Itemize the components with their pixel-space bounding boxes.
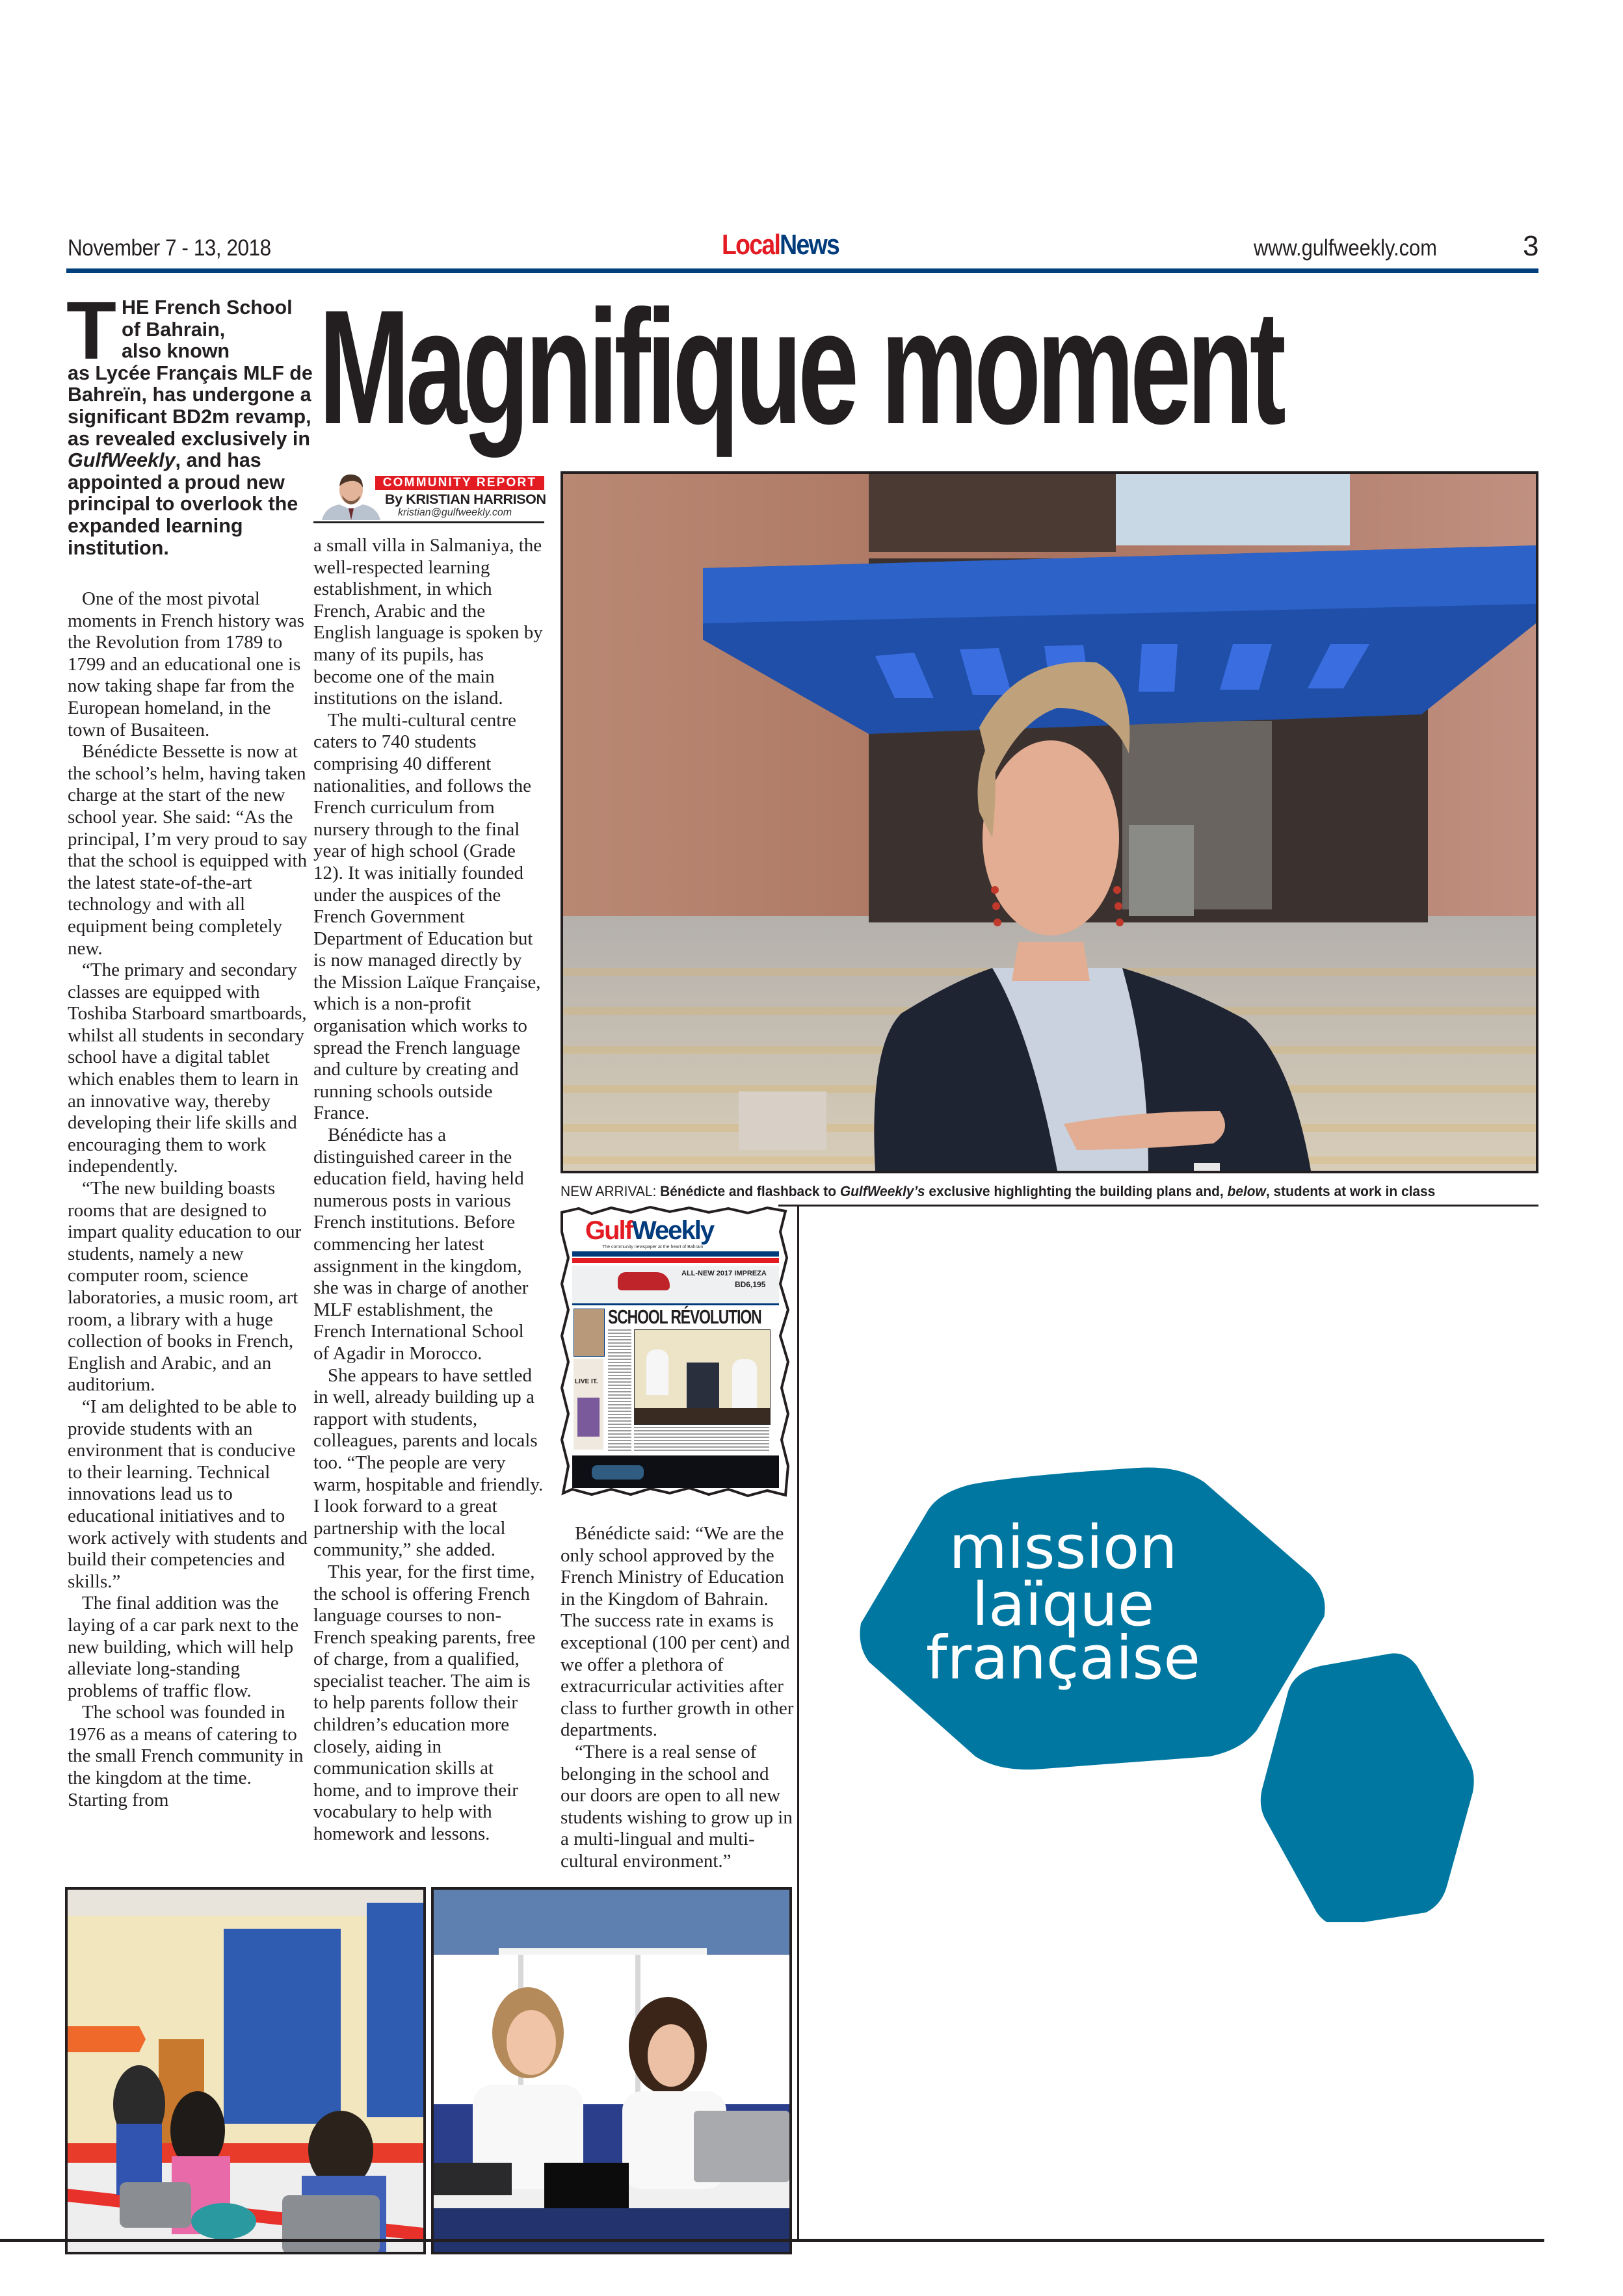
caption-publication: GulfWeekly’s <box>839 1183 925 1199</box>
paragraph: “There is a real sense of belonging in the school and our doors are open to all new students wishing to grow up in a multi-lingual and multi-cultural environment.” <box>561 1741 793 1872</box>
paragraph: Bénédicte has a distinguished career in the education field, having held numerous posts in various French institutions. Before commencing her latest assignment in the kingdom, she was in charge of another MLF establishment, the French International School of Agadir in Morocco. <box>313 1125 529 1364</box>
caption-text: Bénédicte and flashback to <box>660 1183 840 1199</box>
gw-text-block <box>634 1427 769 1452</box>
paragraph: One of the most pivotal moments in French history was the Revolution from 1789 to 1799 and an educational one is now taking shape far from the European homeland, in the town of Busaiteen. <box>68 588 305 740</box>
section-title <box>722 229 839 261</box>
logo-text-line-3: française <box>926 1623 1200 1693</box>
logo-text-line-2: laïque <box>971 1570 1155 1639</box>
gw-headline: SCHOOL RÉVOLUTION <box>608 1305 761 1328</box>
paragraph: Bénédicte Bessette is now at the school’s helm, having taken charge at the start of the new school year. She said: “As the principal, I’m very proud to say that the school is equipped with the latest state-of-the-art technology and with all equipment being completely new. <box>68 741 308 959</box>
article-column-3 <box>561 1523 795 1873</box>
header-rule <box>66 268 1538 273</box>
article-column-2 <box>313 535 544 1846</box>
paragraph: “I am delighted to be able to provide students with an environment that is conducive to their learning. Technical innovations lead us to educational initiatives and to work actively with students and build their competencies and skills.” <box>68 1396 308 1592</box>
photo-figure <box>646 1350 668 1395</box>
caption-below: below <box>1227 1183 1266 1199</box>
paragraph: “The primary and secondary classes are equipped with Toshiba Starboard smartboards, whilst all students in secondary school have a digital tablet which enables them to learn in an innovative way, thereby developing their life skills and encouraging them to work independently. <box>68 959 307 1177</box>
paragraph: “The new building boasts rooms that are designed to impart quality education to our students, namely a new computer room, science laboratories, a music room, art room, a library with a huge collection of books in French, English and Arabic, and an auditorium. <box>68 1178 302 1396</box>
gw-masthead-gulf: Gulf <box>585 1216 632 1245</box>
article-headline: Magnifique moment <box>319 276 1282 458</box>
gw-masthead-weekly: Weekly <box>631 1216 714 1245</box>
classroom-photo-left <box>65 1887 426 2254</box>
paragraph: a small villa in Salmaniya, the well-respected learning establishment, in which French, Arabic and the English language is spoken by many of its pupils, has become one of the main institutions on the island. <box>313 535 543 709</box>
intro-text: as Lycée Français MLF de Bahreïn, has undergone a significant BD2m revamp, as revealed exclusively in <box>68 361 313 450</box>
footer-rule <box>0 2239 1544 2242</box>
gw-side-ad-text: LIVE IT. <box>575 1378 598 1385</box>
gw-bar-red <box>572 1258 779 1263</box>
classroom-photo-right-image <box>434 1890 789 2252</box>
paragraph: She appears to have settled in well, already building up a rapport with students, colleagues, parents and locals too. “The people are very warm, hospitable and friendly. I look forward to a great partnership with the local community,” she added. <box>313 1364 544 1561</box>
ad-model: ALL-NEW 2017 IMPREZA <box>681 1270 767 1277</box>
report-type-badge: COMMUNITY REPORT <box>375 476 544 490</box>
caption-text-3: , students at work in class <box>1265 1183 1436 1199</box>
box-rule-top <box>778 1205 1538 1207</box>
section-title-local: Local <box>722 229 780 261</box>
site-url[interactable]: www.gulfweekly.com <box>1254 235 1437 261</box>
intro-line-1: HE French School <box>121 296 293 319</box>
photo-figure <box>732 1359 757 1411</box>
article-column-1 <box>68 588 308 1811</box>
gw-tagline: The community newspaper at the heart of Bahrain <box>602 1245 704 1249</box>
ad-price: BD6,195 <box>735 1280 766 1289</box>
gw-car-ad <box>572 1266 779 1305</box>
photo-table <box>635 1408 770 1424</box>
gw-side-ad-art <box>577 1398 600 1437</box>
car-image <box>618 1272 670 1290</box>
gw-text-column <box>608 1329 631 1453</box>
author-photo <box>319 469 384 520</box>
paragraph: This year, for the first time, the school is offering French language courses to non-French speaking parents, free of charge, from a qualified, specialist teacher. The aim is to help parents follow their children’s education more closely, aiding in communication skills at home, and to improve their vocabulary to help with homework and lessons. <box>313 1561 536 1845</box>
box-rule-left <box>797 1205 799 2239</box>
byline <box>313 469 544 523</box>
paragraph: The multi-cultural centre caters to 740 students comprising 40 different nationalities, and follows the French curriculum from nursery through to the final year of high school (Grade 12). It was initially founded under the auspices of the French Government Department of Education but is now managed directly by the Mission Laïque Française, which is a non-profit organisation which works to spread the French language and culture by creating and running schools outside France. <box>313 709 541 1124</box>
gw-bar-blue <box>572 1251 779 1257</box>
intro-line-3: also known <box>121 340 230 363</box>
issue-date: November 7 - 13, 2018 <box>68 235 271 261</box>
gw-masthead <box>585 1218 713 1244</box>
gw-side-ad <box>574 1359 603 1450</box>
principal-photo <box>561 471 1538 1173</box>
intro-text-end: , and has appointed a proud new principal to overlook the expanded learning institution. <box>68 449 298 559</box>
principal-photo-image <box>563 474 1536 1171</box>
intro-line-2: of Bahrain, <box>121 318 226 341</box>
paragraph: The school was founded in 1976 as a means of catering to the small French community in the kingdom at the time. Starting from <box>68 1702 304 1810</box>
ad-car-blue <box>592 1465 644 1480</box>
paragraph: Bénédicte said: “We are the only school approved by the French Ministry of Education in the Kingdom of Bahrain. The success rate in exams is exceptional (100 per cent) and we offer a plethora of extracurricular activities after class to further growth in other departments. <box>561 1523 794 1741</box>
intro-publication-name: GulfWeekly <box>68 449 176 472</box>
gw-front-photo <box>634 1329 771 1425</box>
classroom-photo-right <box>431 1887 792 2254</box>
mission-laique-francaise-logo <box>849 1464 1531 1922</box>
author-name: By KRISTIAN HARRISON <box>385 491 546 507</box>
section-title-news: News <box>780 229 839 261</box>
paragraph: The final addition was the laying of a car park next to the new building, which will help alleviate long-standing problems of traffic flow. <box>68 1593 299 1701</box>
page-number: 3 <box>1523 230 1539 262</box>
photo-caption <box>561 1183 1473 1200</box>
article-intro <box>66 285 315 559</box>
gw-bottom-ad <box>572 1455 779 1488</box>
classroom-photo-left-image <box>68 1890 423 2252</box>
front-page-clipping <box>559 1206 793 1502</box>
author-email[interactable]: kristian@gulfweekly.com <box>398 507 512 518</box>
drop-cap: T <box>66 285 116 376</box>
logo-hexagon-small <box>1261 1653 1474 1922</box>
photo-figure <box>687 1363 719 1415</box>
caption-text-2: exclusive highlighting the building plans and, <box>925 1183 1228 1199</box>
caption-lead: NEW ARRIVAL: <box>561 1183 661 1199</box>
logo-text-line-1: mission <box>949 1513 1178 1582</box>
gw-side-image <box>574 1309 605 1357</box>
